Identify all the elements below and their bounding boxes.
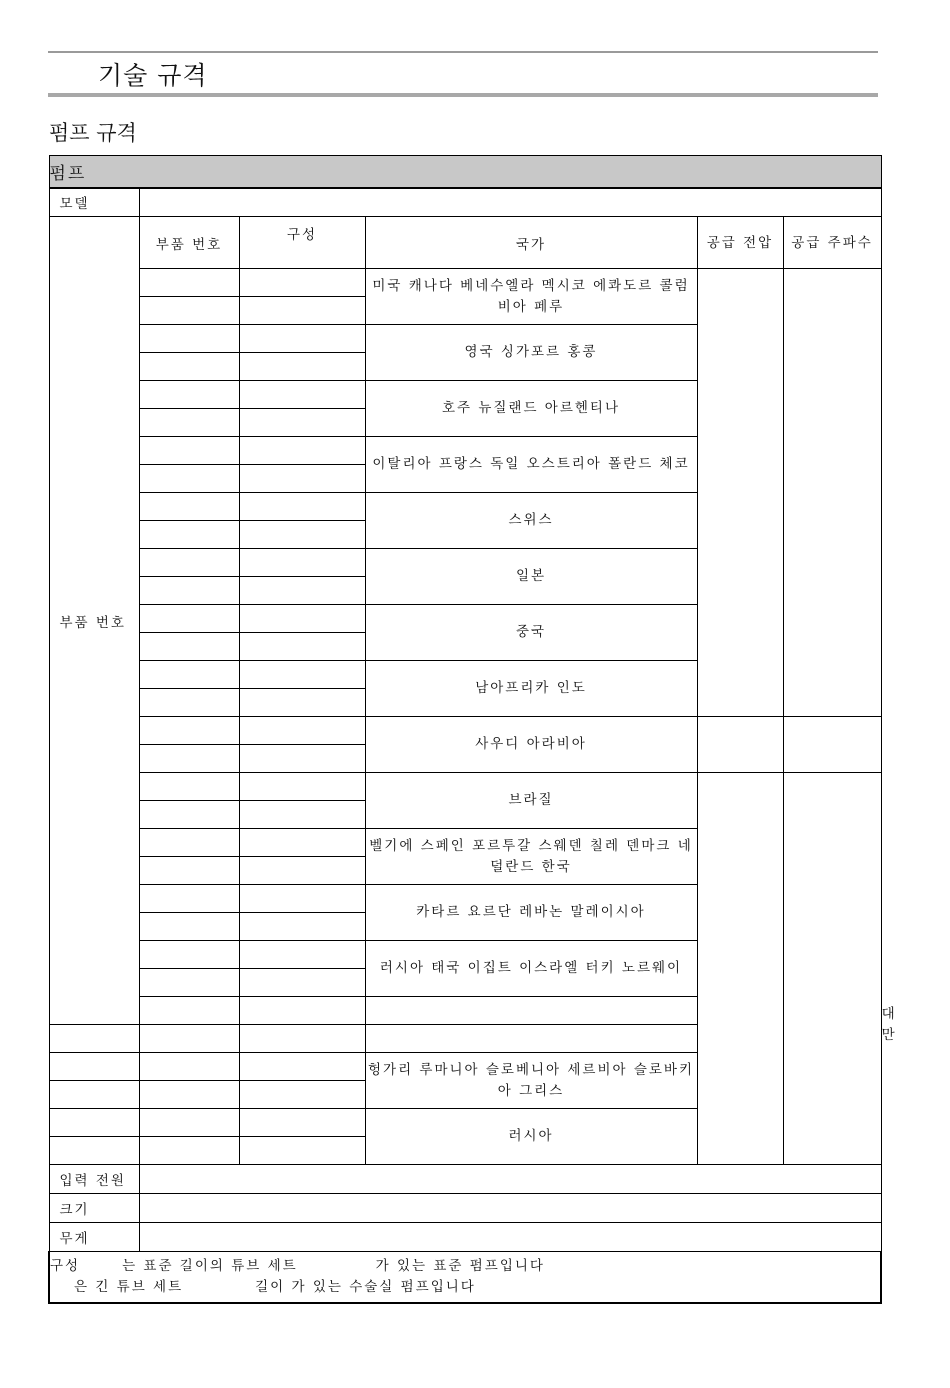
row-label-cell [49,1109,139,1137]
country-cell: 영국 싱가포르 홍콩 [365,325,697,381]
config-cell [239,1081,365,1109]
config-cell [239,521,365,549]
column-header-config: 구성 [239,217,365,269]
pump-spec-table: 펌프 모델 부품 번호 부품 번호 구성 국가 공급 전압 공급 주파수 미국 캐나다 베네수엘라 멕시코 에콰도르 콜럼비아 페루 영국 싱가포르 홍콩 호주 뉴질랜드 아르헨티나 이탈리아 프랑스 독일 오스트리아 폴란드 체코 스위스 일본 중국 남아프리카 인도 사우디 아라비아 브라질 벨기에 스페인 포르투갈 스웨덴 칠레 덴마크 네덜란드 한국 카타르 요르단 레바논 말레이시아 러시아 태국 이집트 이스라엘 터키 노르웨이 대만 헝가리 루마니아 슬로베니아 세르비아 슬로바키아 그리스 러시아 입력 전원 크기 무게 구성 는 표준 길이의 튜브 세트 가 있는 표준 펌프입니다 은 긴 튜브 세트 길이 가 있는 수술실 펌프입니다 [48,155,882,1304]
part-number-cell [139,549,239,577]
country-cell: 벨기에 스페인 포르투갈 스웨덴 칠레 덴마크 네덜란드 한국 [365,829,697,885]
config-cell [239,381,365,409]
config-cell [239,829,365,857]
page-title: 기술 규격 [98,61,208,90]
weight-value [139,1223,881,1252]
config-cell [239,689,365,717]
config-cell [239,605,365,633]
part-number-cell [139,773,239,801]
note-text: 구성 [50,1257,81,1274]
config-cell [239,325,365,353]
config-cell [239,969,365,997]
part-number-cell [139,829,239,857]
part-number-cell [139,381,239,409]
part-number-cell [139,801,239,829]
input-power-label: 입력 전원 [49,1165,139,1194]
country-cell: 호주 뉴질랜드 아르헨티나 [365,381,697,437]
section-title: 펌프 규격 [49,121,137,145]
column-header-country: 국가 [365,217,697,269]
supply-voltage-cell [697,773,783,1165]
column-header-supply-voltage: 공급 전압 [697,217,783,269]
part-number-cell [139,745,239,773]
config-cell [239,801,365,829]
model-value [139,188,881,217]
part-number-cell [139,1053,239,1081]
note-text: 는 표준 길이의 튜브 세트 [122,1257,298,1274]
config-cell [239,717,365,745]
country-cell: 이탈리아 프랑스 독일 오스트리아 폴란드 체코 [365,437,697,493]
config-cell [239,1137,365,1165]
part-number-cell [139,941,239,969]
country-cell: 러시아 태국 이집트 이스라엘 터키 노르웨이 [365,941,697,997]
model-label: 모델 [49,188,139,217]
column-header-supply-frequency: 공급 주파수 [783,217,881,269]
part-number-cell [139,521,239,549]
country-cell: 남아프리카 인도 [365,661,697,717]
supply-frequency-cell [783,717,881,773]
part-number-cell [239,997,365,1025]
country-cell: 사우디 아라비아 [365,717,697,773]
config-cell [239,1109,365,1137]
part-number-cell [139,885,239,913]
config-cell [239,409,365,437]
row-label-cell [139,997,239,1025]
part-number-cell [139,493,239,521]
part-number-cell [139,437,239,465]
part-number-cell [139,409,239,437]
row-label-cell [49,1081,139,1109]
country-cell: 브라질 [365,773,697,829]
config-cell [239,633,365,661]
supply-voltage-cell [697,269,783,717]
row-label-cell [49,1137,139,1165]
part-number-cell [139,689,239,717]
config-cell [365,997,697,1025]
supply-frequency-cell [783,773,881,1165]
part-number-cell [139,1137,239,1165]
size-value [139,1194,881,1223]
config-cell [239,661,365,689]
note-line2 [50,1277,880,1298]
config-cell [239,885,365,913]
part-number-cell [139,325,239,353]
part-number-cell [139,465,239,493]
note-text: 가 있는 표준 펌프입니다 [375,1257,545,1274]
part-number-cell [139,857,239,885]
config-cell [239,773,365,801]
weight-label: 무게 [49,1223,139,1252]
supply-voltage-cell [697,717,783,773]
part-number-cell [139,1025,239,1053]
config-cell [239,437,365,465]
title-underline [48,93,878,97]
row-label-cell [49,1053,139,1081]
config-cell [239,353,365,381]
part-number-cell [139,297,239,325]
part-number-cell [139,269,239,297]
config-cell [239,913,365,941]
country-cell: 미국 캐나다 베네수엘라 멕시코 에콰도르 콜럼비아 페루 [365,269,697,325]
part-number-cell [139,605,239,633]
note-text: 길이 가 있는 수술실 펌프입니다 [255,1278,476,1295]
config-cell [239,549,365,577]
table-header-pump: 펌프 [49,156,881,188]
part-number-cell [139,353,239,381]
config-cell [239,745,365,773]
note-text: 은 긴 튜브 세트 [74,1278,184,1295]
config-cell [239,1053,365,1081]
part-number-cell [139,1109,239,1137]
config-cell [239,941,365,969]
supply-frequency-cell [783,269,881,717]
part-number-cell [139,717,239,745]
country-cell: 스위스 [365,493,697,549]
part-number-cell [139,633,239,661]
part-number-cell [139,1081,239,1109]
size-label: 크기 [49,1194,139,1223]
config-cell [239,269,365,297]
part-number-cell [139,661,239,689]
part-number-cell [139,969,239,997]
config-cell [239,465,365,493]
country-cell: 일본 [365,549,697,605]
country-cell: 카타르 요르단 레바논 말레이시아 [365,885,697,941]
configuration-note [49,1252,881,1303]
top-rule [48,51,878,53]
config-cell [239,493,365,521]
part-number-cell [139,913,239,941]
config-cell [239,297,365,325]
country-cell: 헝가리 루마니아 슬로베니아 세르비아 슬로바키아 그리스 [365,1053,697,1109]
country-cell: 러시아 [365,1109,697,1165]
note-line1 [50,1258,545,1274]
config-cell [239,857,365,885]
country-cell: 중국 [365,605,697,661]
part-number-cell [139,577,239,605]
column-header-part-number: 부품 번호 [139,217,239,269]
input-power-value [139,1165,881,1194]
part-number-row-label: 부품 번호 [49,217,139,1025]
row-label-cell [49,1025,139,1053]
config-cell [239,577,365,605]
config-cell [239,1025,365,1053]
